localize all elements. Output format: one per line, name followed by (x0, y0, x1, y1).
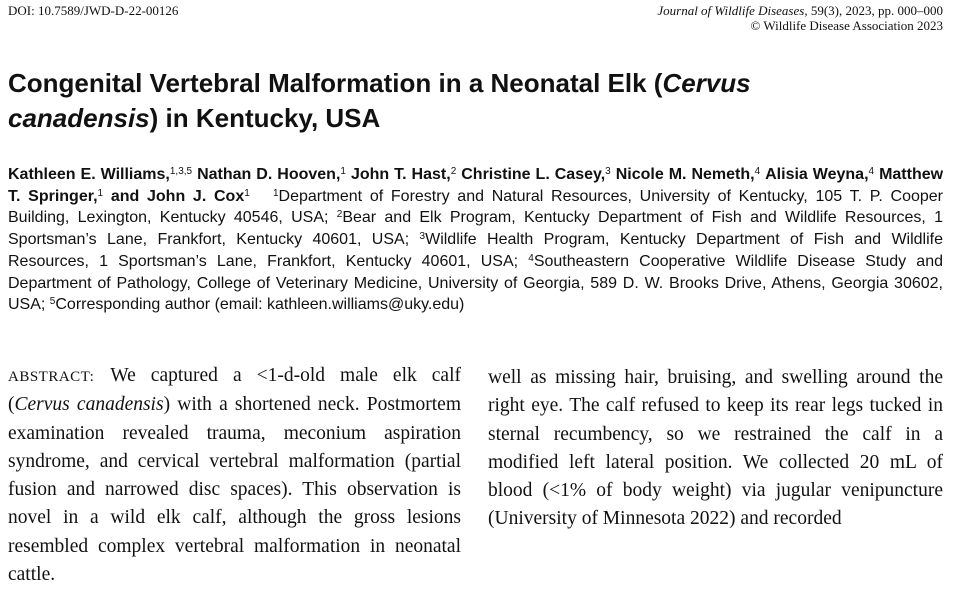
affiliation-sup: 2 (336, 209, 343, 221)
title-species: Cervus canadensis (8, 68, 751, 133)
author-sup: 3 (605, 166, 611, 177)
affiliation: Bear and Elk Program, Kentucky Department of Fish and Wildlife Resources, 1 Sportsman’s Lane, Frankfort, Kentucky 40601, USA; (8, 209, 944, 249)
author-name: Nathan D. Hooven, (197, 166, 341, 183)
journal-name: Journal of Wildlife Diseases (657, 3, 805, 18)
author-sup: 4 (868, 166, 875, 177)
abstract-text: ) with a shortened neck. Postmortem examination revealed trauma, meconium aspiration syndrome, and cervical vertebral malformation (partial fusion and narrowed disc spaces). This observation is novel in a wild elk calf, although the gross lesions resembled complex vertebral malformation in neonatal cattle. (8, 394, 461, 586)
author-name: Kathleen E. Williams, (8, 166, 170, 183)
author-sup: 1 (244, 187, 250, 199)
author-name: Matthew T. Springer, (8, 166, 944, 205)
affiliation: Southeastern Cooperative Wildlife Disease Study and Department of Pathology, College of Veterinary Medicine, University of Georgia, 589 D. W. Brooks Drive, Athens, Georgia 30602, USA; (8, 252, 944, 314)
abstract (8, 362, 461, 589)
affiliation-sup: 3 (419, 231, 426, 243)
author-name: Nicole M. Nemeth, (615, 166, 755, 183)
author-sup: 4 (754, 166, 761, 177)
affiliation-sup: 4 (528, 252, 534, 264)
journal-citation (657, 3, 943, 33)
journal-line (657, 3, 943, 18)
author-name: Alisia Weyna, (765, 166, 869, 183)
affiliation: Department of Forestry and Natural Resources, University of Kentucky, 105 T. P. Cooper Building, Lexington, Kentucky 40546, USA; (8, 187, 944, 227)
title-part1: Congenital Vertebral Malformation in a Neonatal Elk ( (8, 68, 663, 98)
author-sup: 1 (340, 166, 346, 177)
journal-details: , 59(3), 2023, pp. 000–000 (804, 3, 943, 18)
body-text-right-column: well as missing hair, bruising, and swelling around the right eye. The calf refused to keep its rear legs tucked in sternal recumbency, so we restrained the calf in a modified left lateral position. We collected 20 mL of blood (<1% of body weight) via jugular venipuncture (University of Minnesota 2022) and recorded (488, 367, 943, 530)
abstract-label: ABSTRACT: (8, 369, 95, 385)
author-name: and John J. Cox (110, 187, 245, 205)
author-name: Christine L. Casey, (461, 166, 606, 183)
affiliation: Wildlife Health Program, Kentucky Department of Fish and Wildlife Resources, 1 Sportsman’s Lane, Frankfort, Kentucky 40601, USA; (8, 231, 943, 270)
affiliation-sup: 5 (49, 296, 56, 308)
abstract-species: Cervus canadensis (14, 394, 164, 416)
affiliation-sup: 1 (272, 187, 279, 199)
authors-affiliations (8, 164, 943, 316)
affiliation: Corresponding author (email: kathleen.williams@uky.edu) (55, 296, 465, 314)
author-sup: 1,3,5 (169, 166, 193, 177)
abstract-text: We captured a <1-d-old male elk calf ( (8, 365, 461, 416)
title-part2: ) in Kentucky, USA (149, 103, 381, 133)
author-sup: 1 (97, 187, 104, 199)
copyright: © Wildlife Disease Association 2023 (750, 18, 943, 33)
author-name: John T. Hast, (350, 166, 451, 183)
doi: DOI: 10.7589/JWD-D-22-00126 (8, 3, 179, 18)
author-sup: 2 (450, 166, 457, 177)
article-title (8, 66, 908, 136)
